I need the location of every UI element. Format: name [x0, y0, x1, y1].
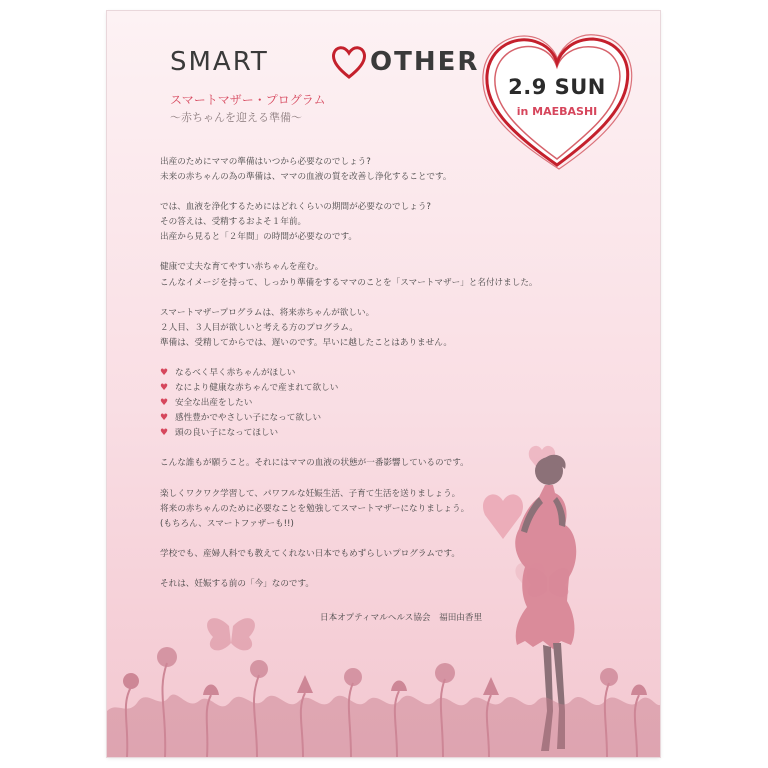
logo-word-smart: SMART	[170, 47, 269, 77]
event-location: in MAEBASHI	[516, 105, 598, 118]
text-line: では、血液を浄化するためにはどれくらいの期間が必要なのでしょう?	[160, 202, 431, 213]
paragraph	[160, 456, 580, 471]
program-subtitle: 〜赤ちゃんを迎える準備〜	[170, 111, 302, 124]
list-item-text: なるべく早く赤ちゃんがほしい	[175, 367, 296, 378]
paragraph	[160, 155, 580, 185]
text-line: 将来の赤ちゃんのために必要なことを勉強してスマートマザーになりましょう。	[160, 503, 470, 514]
flyer-page	[107, 11, 660, 757]
heart-m-icon	[330, 45, 368, 79]
floral-border	[107, 647, 660, 757]
text-line: その答えは、受精するおよそ１年前。	[160, 217, 307, 228]
text-line: ２人目、３人目が欲しいと考える方のプログラム。	[160, 322, 358, 333]
event-badge	[477, 25, 637, 175]
text-line: 健康で丈夫な育てやすい赤ちゃんを産む。	[160, 262, 324, 273]
paragraph	[160, 577, 580, 592]
list-item-text: 感性豊かでやさしい子になって欲しい	[175, 413, 322, 424]
heart-icon: ♥	[160, 428, 169, 439]
body-text	[160, 155, 580, 607]
event-date: 2.9 SUN	[508, 75, 606, 99]
list-item-text: 頭の良い子になってほしい	[175, 428, 279, 439]
text-line: 出産から見ると「２年間」の時間が必要なのです。	[160, 232, 357, 243]
heart-icon: ♥	[160, 413, 169, 424]
program-name: スマートマザー・プログラム	[170, 93, 326, 107]
butterfly-icon	[207, 618, 255, 650]
smart-mother-logo	[170, 47, 480, 77]
heart-icon: ♥	[160, 398, 169, 409]
paragraph	[160, 260, 580, 290]
text-line: 出産のためにママの準備はいつから必要なのでしょう?	[160, 157, 371, 167]
paragraph	[160, 306, 580, 351]
list-item	[160, 426, 580, 441]
text-line: 未来の赤ちゃんの為の準備は、ママの血液の質を改善し浄化することです。	[160, 172, 452, 183]
text-line: 学校でも、産婦人科でも教えてくれない日本でもめずらしいプログラムです。	[160, 548, 461, 559]
text-line: こんなイメージを持って、しっかり準備をするママのことを「スマートマザー」と名付けました。	[160, 277, 538, 288]
signature: 日本オプティマルヘルス協会 福田由香里	[320, 613, 483, 623]
list-item	[160, 366, 580, 381]
paragraph	[160, 200, 580, 245]
logo-word-other: OTHER	[370, 47, 480, 77]
list-item	[160, 381, 580, 396]
paragraph	[160, 547, 580, 562]
text-line: 楽しくワクワク学習して、パワフルな妊娠生活、子育て生活を送りましょう。	[160, 488, 461, 499]
list-item	[160, 411, 580, 426]
text-line: スマートマザープログラムは、将来赤ちゃんが欲しい。	[160, 307, 375, 318]
text-line: (もちろん、スマートファザーも!!)	[160, 518, 294, 529]
list-item-text: 安全な出産をしたい	[175, 398, 253, 409]
heart-icon: ♥	[160, 383, 169, 394]
scribble-heart-icon	[477, 25, 637, 175]
paragraph	[160, 487, 580, 532]
text-line: それは、妊娠する前の「今」なのです。	[160, 578, 315, 589]
text-line: こんな誰もが願うこと。それにはママの血液の状態が一番影響しているのです。	[160, 458, 469, 469]
list-item	[160, 396, 580, 411]
heart-icon: ♥	[160, 367, 169, 378]
text-line: 準備は、受精してからでは、遅いのです。早いに越したことはありません。	[160, 337, 452, 348]
wish-list	[160, 366, 580, 441]
list-item-text: なにより健康な赤ちゃんで産まれて欲しい	[175, 383, 339, 394]
